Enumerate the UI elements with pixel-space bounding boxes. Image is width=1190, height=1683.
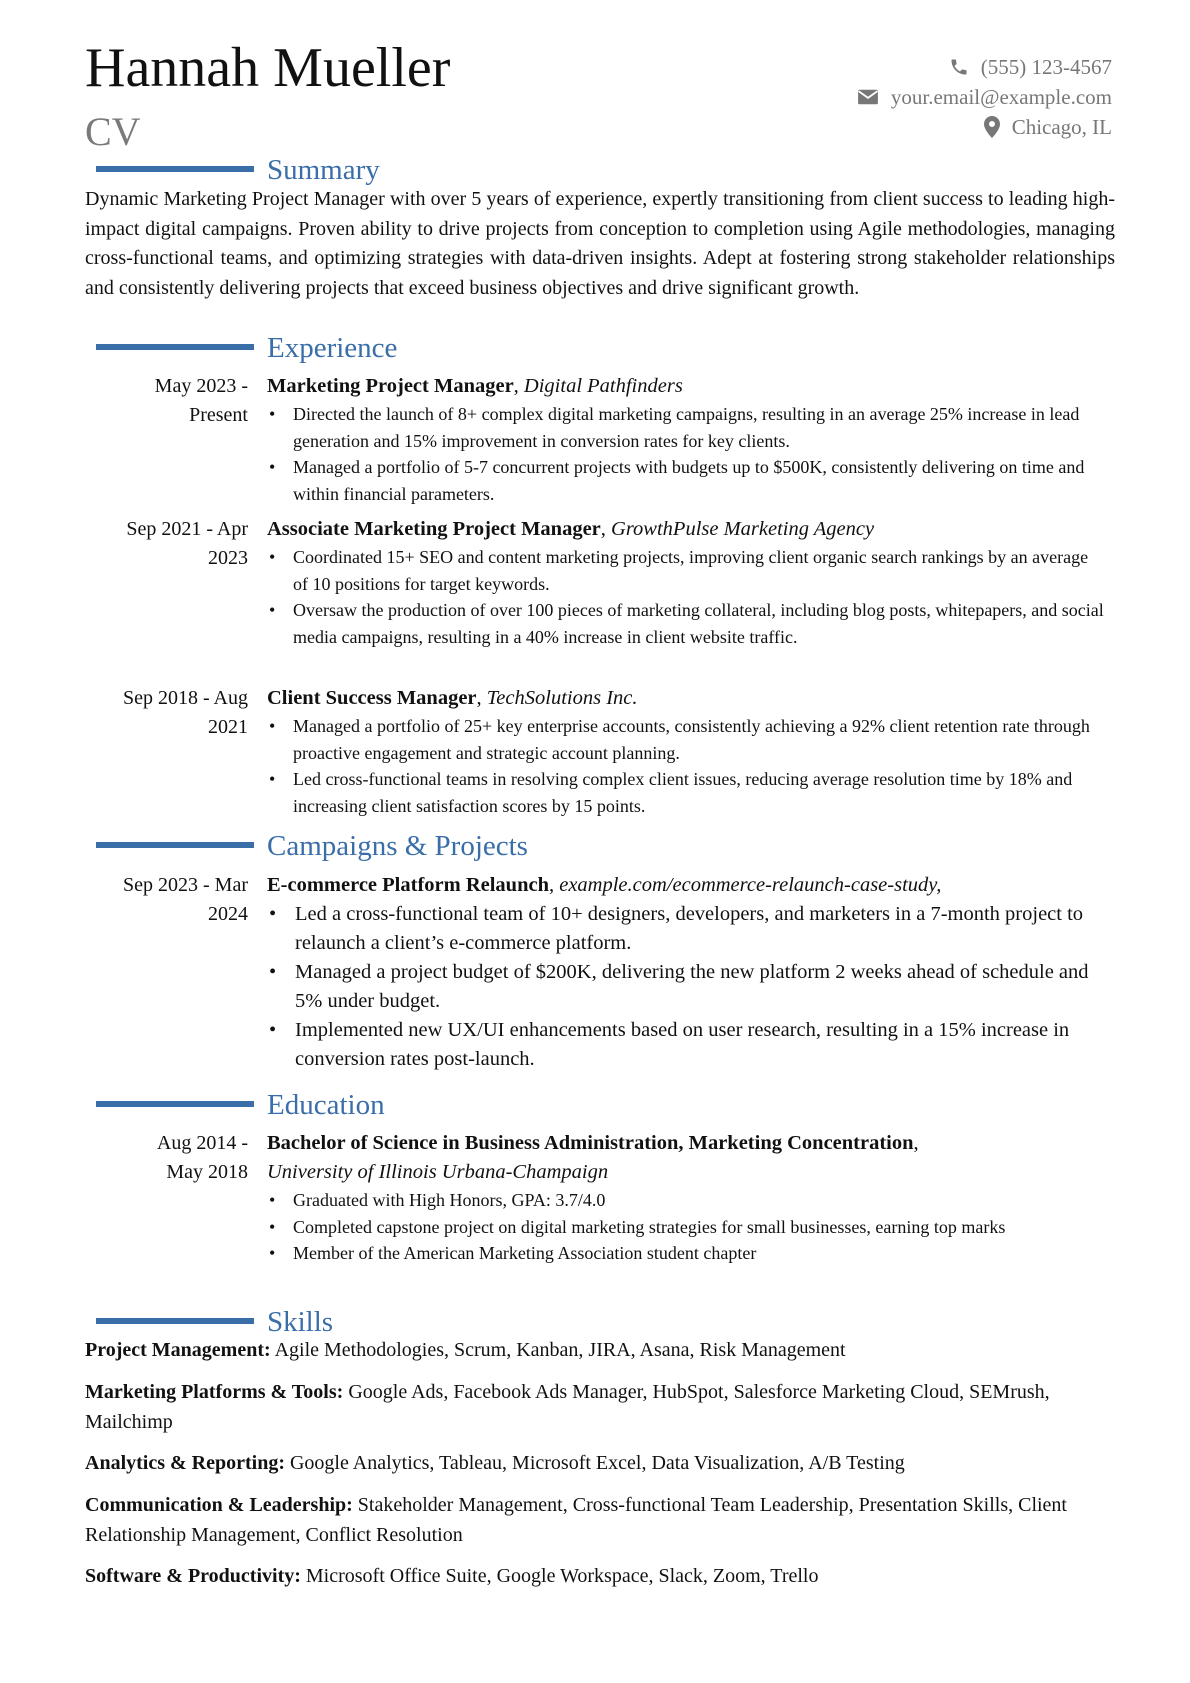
date-end: 2021 — [208, 716, 248, 738]
entry-role: Client Success Manager, TechSolutions Inc. — [267, 687, 638, 709]
date-end: Present — [189, 404, 248, 426]
date-start: Aug 2014 - — [156, 1132, 248, 1154]
map-pin-icon — [984, 116, 1000, 138]
section-education — [0, 1087, 1190, 1123]
person-name: Hannah Mueller — [85, 37, 451, 99]
employer: GrowthPulse Marketing Agency — [611, 518, 875, 540]
section-title: Experience — [267, 332, 398, 364]
document-subtitle: CV — [85, 109, 141, 154]
entry-date — [85, 372, 248, 430]
bullet-item: • Managed a portfolio of 5-7 concurrent projects with budgets up to $500K, consistently delivering on time and within financial parameters. — [267, 454, 1105, 507]
project-title: E-commerce Platform Relaunch — [267, 874, 549, 896]
date-end: May 2018 — [166, 1161, 248, 1183]
job-title: Associate Marketing Project Manager — [267, 518, 601, 540]
bullet-item: • Led a cross-functional team of 10+ designers, developers, and marketers in a 7-month project to relaunch a client’s e-commerce platform. — [267, 900, 1105, 958]
date-end: 2023 — [208, 547, 248, 569]
skill-value: Google Ads, Facebook Ads Manager, HubSpot, Salesforce Marketing Cloud, SEMrush, Mailchimp — [85, 1381, 1050, 1433]
entry-date — [85, 871, 248, 929]
entry-role: E-commerce Platform Relaunch, example.com/ecommerce-relaunch-case-study, — [267, 874, 942, 896]
email-text: your.email@example.com — [890, 85, 1112, 109]
job-title: Marketing Project Manager — [267, 375, 514, 397]
bullet-item: • Directed the launch of 8+ complex digital marketing campaigns, resulting in an average 25% increase in lead generation and 15% improvement in conversion rates for key clients. — [267, 401, 1105, 454]
skill-value: Stakeholder Management, Cross-functional Team Leadership, Presentation Skills, Client Relationship Management, Conflict Resolution — [85, 1494, 1067, 1546]
phone-icon — [949, 57, 969, 77]
date-end: 2024 — [208, 903, 248, 925]
skill-label: Analytics & Reporting: — [85, 1452, 285, 1474]
bullet-item: • Led cross-functional teams in resolving complex client issues, reducing average resolution time by 18% and increasing client satisfaction scores by 15 points. — [267, 766, 1105, 819]
entry-role: Marketing Project Manager, Digital Pathfinders — [267, 375, 683, 397]
skill-value: Agile Methodologies, Scrum, Kanban, JIRA, Asana, Risk Management — [274, 1339, 846, 1361]
section-rule — [96, 1101, 254, 1107]
contact-phone[interactable] — [857, 52, 1112, 82]
skill-row — [85, 1378, 1115, 1437]
section-header — [0, 1304, 1190, 1340]
bullet-list — [267, 544, 1105, 650]
section-skills — [0, 1304, 1190, 1340]
section-header — [0, 1087, 1190, 1123]
bullet-item: • Member of the American Marketing Association student chapter — [267, 1240, 1105, 1267]
entry-body — [267, 372, 1105, 507]
skill-value: Microsoft Office Suite, Google Workspace, Slack, Zoom, Trello — [305, 1565, 819, 1587]
bullet-item: • Implemented new UX/UI enhancements based on user research, resulting in a 15% increase in conversion rates post-launch. — [267, 1016, 1105, 1074]
skill-label: Marketing Platforms & Tools: — [85, 1381, 344, 1403]
contact-email[interactable] — [857, 82, 1112, 112]
bullet-list — [267, 713, 1105, 819]
skill-label: Software & Productivity: — [85, 1565, 301, 1587]
skill-row — [85, 1491, 1115, 1550]
date-start: Sep 2018 - Aug — [123, 687, 248, 709]
school: University of Illinois Urbana-Champaign — [267, 1161, 609, 1183]
job-title: Client Success Manager — [267, 687, 477, 709]
skill-row — [85, 1562, 1115, 1592]
entry-date — [85, 684, 248, 742]
section-rule — [96, 1318, 254, 1324]
employer: TechSolutions Inc. — [486, 687, 638, 709]
skill-row — [85, 1336, 1115, 1366]
school-line — [267, 1158, 1105, 1187]
bullet-list — [267, 401, 1105, 507]
project-link[interactable]: example.com/ecommerce-relaunch-case-study, — [559, 874, 942, 896]
section-rule — [96, 344, 254, 350]
section-rule — [96, 842, 254, 848]
section-rule — [96, 166, 254, 172]
entry-date — [85, 515, 248, 573]
section-summary — [0, 152, 1190, 188]
skill-value: Google Analytics, Tableau, Microsoft Excel, Data Visualization, A/B Testing — [289, 1452, 905, 1474]
degree: Bachelor of Science in Business Administration, Marketing Concentration — [267, 1132, 914, 1154]
section-header — [0, 828, 1190, 864]
entry-role: Bachelor of Science in Business Administration, Marketing Concentration, — [267, 1132, 919, 1154]
entry-role: Associate Marketing Project Manager, GrowthPulse Marketing Agency — [267, 518, 875, 540]
section-title: Skills — [267, 1306, 334, 1338]
bullet-item: • Oversaw the production of over 100 pieces of marketing collateral, including blog posts, whitepapers, and social media campaigns, resulting in a 40% increase in client website traffic. — [267, 597, 1105, 650]
employer: Digital Pathfinders — [523, 375, 683, 397]
contact-location — [857, 112, 1112, 142]
bullet-item: • Completed capstone project on digital marketing strategies for small businesses, earning top marks — [267, 1214, 1105, 1241]
summary-paragraph: Dynamic Marketing Project Manager with over 5 years of experience, expertly transitioning from client success to leading high-impact digital campaigns. Proven ability to drive projects from conception to completion using Agile methodologies, managing cross-functional teams, and optimizing strategies with data-driven insights. Adept at fostering strong stakeholder relationships and consistently delivering projects that exceed business objectives and drive significant growth. — [85, 188, 1115, 299]
entry-date — [85, 1129, 248, 1187]
envelope-icon — [857, 88, 879, 106]
date-start: May 2023 - — [154, 375, 248, 397]
entry-body — [267, 515, 1105, 650]
skill-label: Communication & Leadership: — [85, 1494, 353, 1516]
bullet-item: • Managed a project budget of $200K, delivering the new platform 2 weeks ahead of schedule and 5% under budget. — [267, 958, 1105, 1016]
location-text: Chicago, IL — [1011, 115, 1112, 139]
section-header — [0, 330, 1190, 366]
date-start: Sep 2023 - Mar — [123, 874, 248, 896]
section-header — [0, 152, 1190, 188]
section-experience — [0, 330, 1190, 366]
entry-body — [267, 684, 1105, 819]
contact-block — [857, 52, 1112, 142]
entry-body — [267, 1129, 1105, 1267]
section-title: Campaigns & Projects — [267, 830, 528, 862]
bullet-list — [267, 900, 1105, 1074]
bullet-item: • Managed a portfolio of 25+ key enterprise accounts, consistently achieving a 92% client retention rate through proactive engagement and strategic account planning. — [267, 713, 1105, 766]
bullet-item: • Coordinated 15+ SEO and content marketing projects, improving client organic search rankings by an average of 10 positions for target keywords. — [267, 544, 1105, 597]
section-campaigns — [0, 828, 1190, 864]
skill-label: Project Management: — [85, 1339, 271, 1361]
entry-body — [267, 871, 1105, 1074]
bullet-list — [267, 1187, 1105, 1267]
section-title: Education — [267, 1089, 385, 1121]
phone-text: (555) 123-4567 — [980, 55, 1112, 79]
bullet-item: • Graduated with High Honors, GPA: 3.7/4.0 — [267, 1187, 1105, 1214]
date-start: Sep 2021 - Apr — [126, 518, 248, 540]
skill-row — [85, 1449, 1115, 1479]
section-title: Summary — [267, 154, 380, 186]
